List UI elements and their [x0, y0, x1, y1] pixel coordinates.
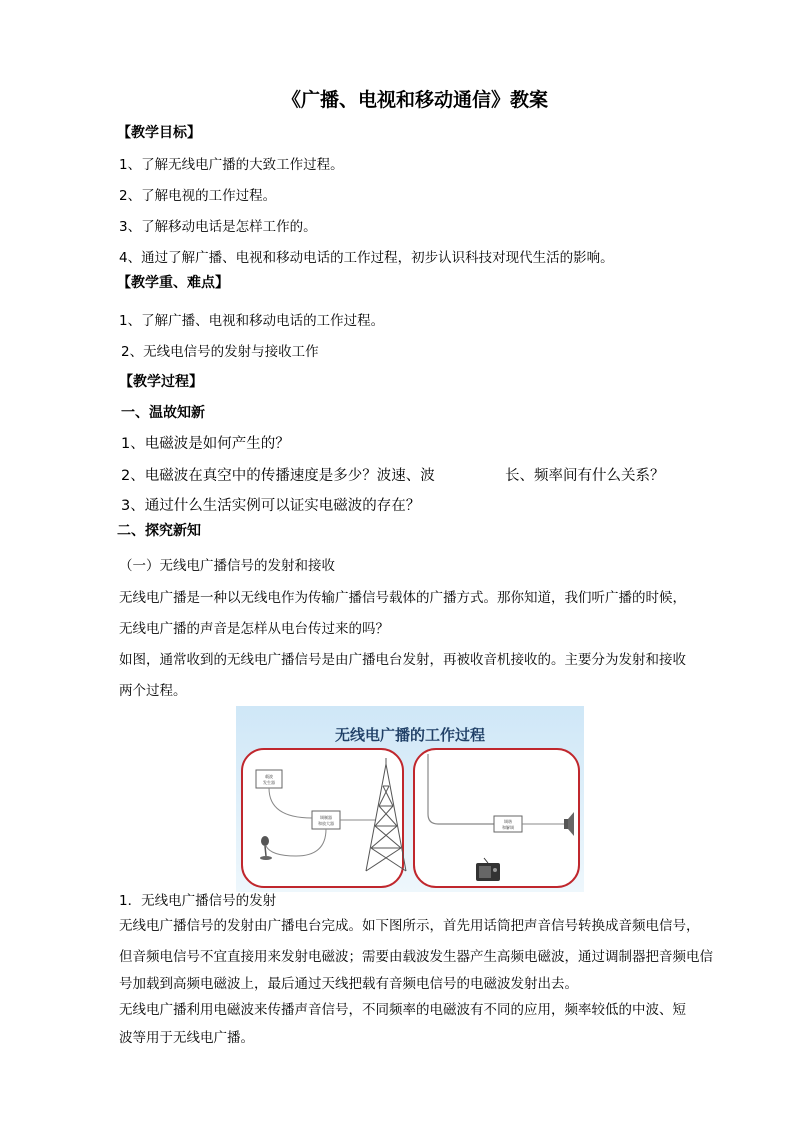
paragraph-line: 无线电广播是一种以无线电作为传输广播信号载体的广播方式。那你知道，我们听广播的时候，: [119, 590, 686, 606]
review-heading: 一、温故知新: [121, 405, 205, 421]
key-points-heading: 【教学重、难点】: [117, 275, 229, 291]
review-question-continued: 长、频率间有什么关系？: [505, 468, 665, 484]
diagram-svg: [236, 706, 584, 892]
review-question: 1、电磁波是如何产生的？: [121, 436, 290, 452]
objectives-heading: 【教学目标】: [117, 125, 201, 141]
objective-item: 1、了解无线电广播的大致工作过程。: [119, 157, 344, 173]
objective-item: 3、了解移动电话是怎样工作的。: [119, 219, 317, 235]
modulator-box: [312, 811, 340, 829]
objective-item: 2、了解电视的工作过程。: [119, 188, 277, 204]
svg-text:发生器: 发生器: [263, 780, 275, 785]
process-heading: 【教学过程】: [119, 374, 203, 390]
radio-broadcast-diagram: [236, 706, 584, 892]
page-title: 《广播、电视和移动通信》教案: [282, 89, 549, 111]
paragraph-line: 波等用于无线电广播。: [119, 1030, 254, 1046]
key-point-item: 2、无线电信号的发射与接收工作: [121, 344, 319, 360]
svg-text:和放大器: 和放大器: [318, 821, 334, 826]
explore-heading: 二、探究新知: [117, 523, 201, 539]
carrier-generator-label: 载波: [265, 774, 273, 779]
paragraph-line: 无线电广播信号的发射由广播电台完成。如下图所示，首先用话筒把声音信号转换成音频电信号，: [119, 918, 700, 934]
tuner-label: 调谐: [504, 819, 512, 824]
paragraph-line: 如图，通常收到的无线电广播信号是由广播电台发射，再被收音机接收的。主要分为发射和接收: [119, 652, 686, 668]
objective-item: 4、通过了解广播、电视和移动电话的工作过程，初步认识科技对现代生活的影响。: [119, 250, 614, 266]
paragraph-line: 无线电广播的声音是怎样从电台传过来的吗？: [119, 621, 389, 637]
paragraph-line: 但音频电信号不宜直接用来发射电磁波；需要由载波发生器产生高频电磁波，通过调制器把音频电信: [119, 949, 713, 965]
modulator-label: 调制器: [320, 815, 332, 820]
paragraph-line: 两个过程。: [119, 683, 187, 699]
subsection-title: 1．无线电广播信号的发射: [119, 893, 277, 909]
paragraph-line: 号加载到高频电磁波上，最后通过天线把载有音频电信号的电磁波发射出去。: [119, 976, 578, 992]
carrier-generator-box: [256, 770, 282, 788]
diagram-title: 无线电广播的工作过程: [334, 726, 486, 744]
review-question: 3、通过什么生活实例可以证实电磁波的存在？: [121, 498, 421, 514]
svg-text:和解调: 和解调: [502, 825, 514, 830]
key-point-item: 1、了解广播、电视和移动电话的工作过程。: [119, 313, 385, 329]
paragraph-line: 无线电广播利用电磁波来传播声音信号，不同频率的电磁波有不同的应用，频率较低的中波、短: [119, 1002, 686, 1018]
review-question: 2、电磁波在真空中的传播速度是多少？波速、波: [121, 468, 435, 484]
subsection-title: （一）无线电广播信号的发射和接收: [119, 558, 335, 574]
